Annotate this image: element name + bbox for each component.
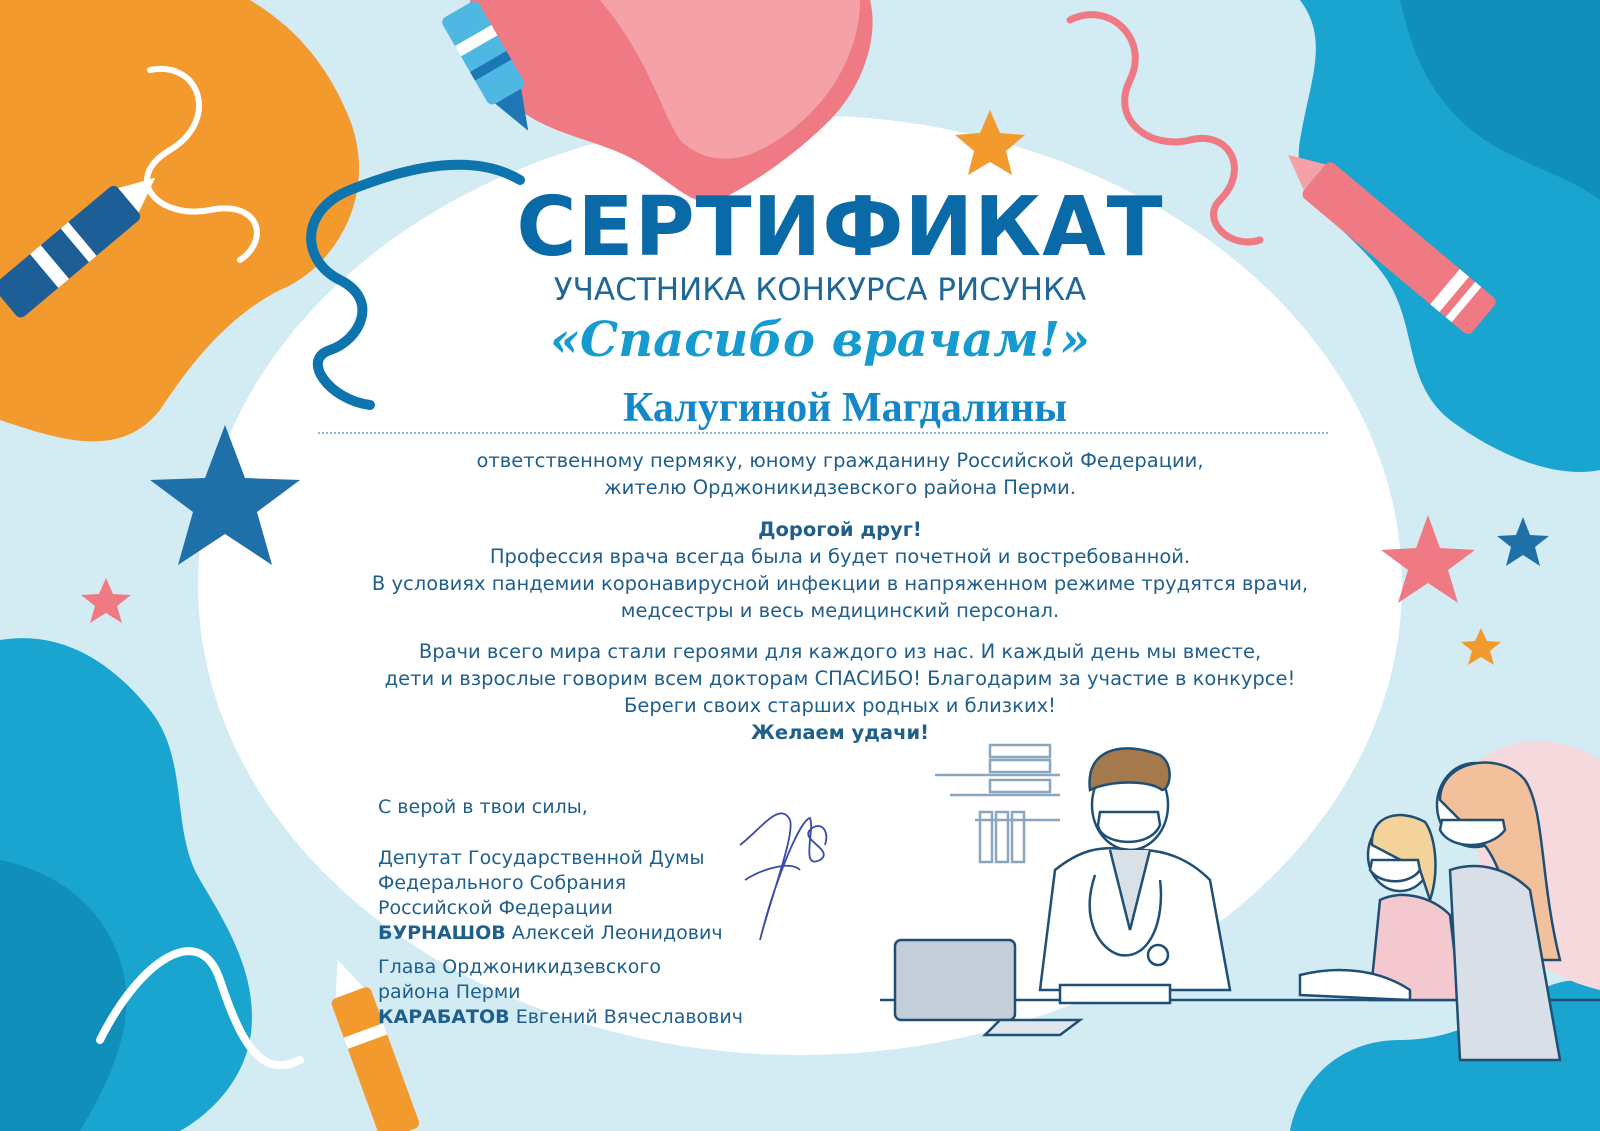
body-paragraph-2-line-2: дети и взрослые говорим всем докторам СПАСИБО! Благодарим за участие в конкурсе! <box>384 667 1296 690</box>
signer-1-title <box>378 846 723 946</box>
body-paragraph-2-line-1: Врачи всего мира стали героями для каждого из нас. И каждый день мы вместе, <box>418 640 1262 663</box>
body-paragraph-1-line-1: Профессия врача всегда была и будет почетной и востребованной. <box>489 545 1191 568</box>
body-paragraph-1-line-2: В условиях пандемии коронавирусной инфекции в напряженном режиме трудятся врачи, <box>371 572 1309 595</box>
recipient-name: Калугиной Магдалины <box>623 385 1067 431</box>
signer-1-surname: БУРНАШОВ <box>378 922 506 944</box>
signer-2-given-name: Евгений Вячеславович <box>515 1006 743 1028</box>
description-line-2: жителю Орджоникидзевского района Перми. <box>604 476 1076 499</box>
body-paragraph-2-line-3: Береги своих старших родных и близких! <box>624 694 1056 717</box>
body-paragraph-1-line-3: медсестры и весь медицинский персонал. <box>620 599 1060 622</box>
wish-text: Желаем удачи! <box>750 721 930 744</box>
signer-2-title-line-2: района Перми <box>378 981 521 1003</box>
signer-1-title-line-2: Федерального Собрания <box>378 872 627 894</box>
signer-2-title-line-1: Глава Орджоникидзевского <box>378 956 662 978</box>
greeting: Дорогой друг! <box>758 518 922 541</box>
certificate-subtitle: УЧАСТНИКА КОНКУРСА РИСУНКА <box>553 272 1087 308</box>
certificate-title: СЕРТИФИКАТ <box>516 180 1164 275</box>
signer-1-title-line-3: Российской Федерации <box>378 897 613 919</box>
signer-2-title <box>378 955 743 1030</box>
description-line-1: ответственному пермяку, юному гражданину Российской Федерации, <box>476 449 1204 472</box>
closing-line: С верой в твои силы, <box>378 796 588 818</box>
signer-1-given-name: Алексей Леонидович <box>511 922 723 944</box>
signer-1-title-line-1: Депутат Государственной Думы <box>378 847 705 869</box>
contest-name: «Спасибо врачам!» <box>549 312 1091 368</box>
recipient-underline <box>318 432 1328 434</box>
signer-2-name-line <box>378 1005 743 1030</box>
signer-2-surname: КАРАБАТОВ <box>378 1006 510 1028</box>
signer-1-name-line <box>378 921 723 946</box>
